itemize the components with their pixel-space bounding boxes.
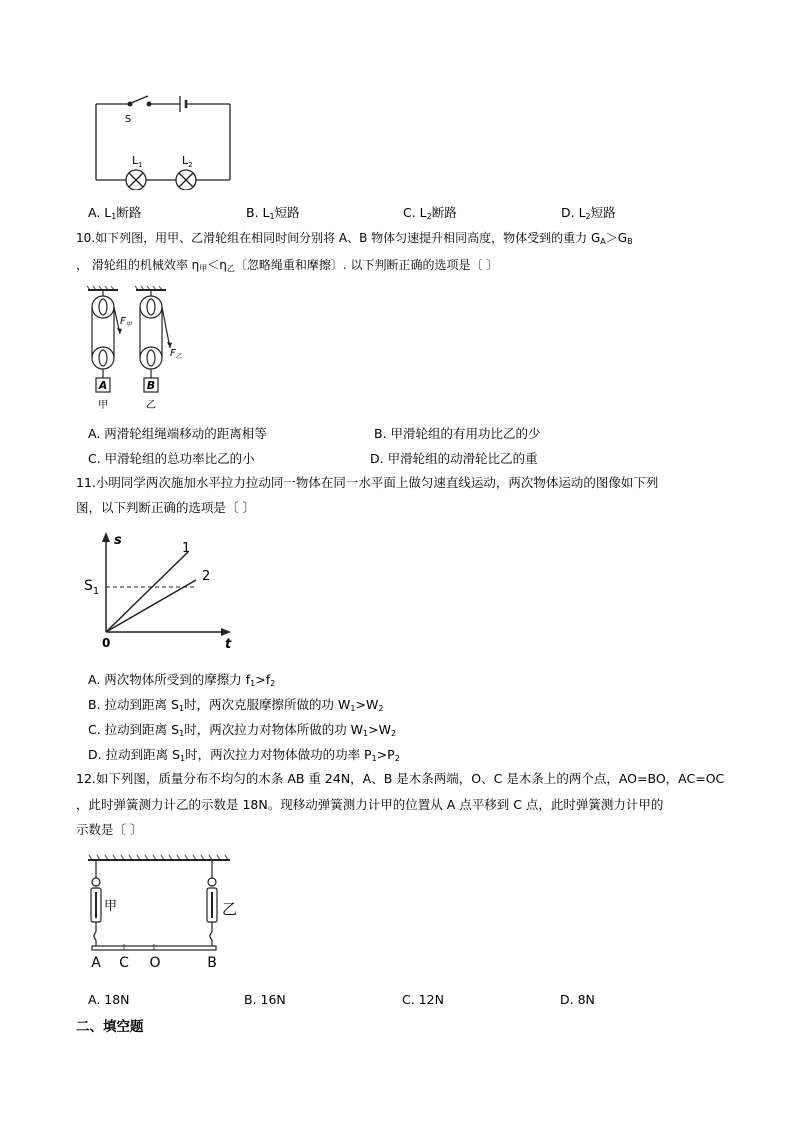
q11-origin-label: 0 bbox=[102, 636, 111, 650]
q12-spring-scale-figure bbox=[84, 852, 244, 972]
q12-stem-line2: ，此时弹簧测力计乙的示数是 18N。现移动弹簧测力计甲的位置从 A 点平移到 C 点，此时弹簧测力计甲的 bbox=[76, 797, 664, 812]
q12-option-c[interactable]: C. 12N bbox=[402, 992, 444, 1007]
lamp1-label: $L_1$ bbox=[132, 154, 143, 169]
q12-option-a[interactable]: A. 18N bbox=[88, 992, 130, 1007]
q12-stem-line3: 示数是〔 〕 bbox=[76, 822, 143, 837]
q10-block-b: B bbox=[146, 379, 156, 392]
q10-option-d[interactable]: D. 甲滑轮组的动滑轮比乙的重 bbox=[370, 451, 538, 466]
q11-option-c[interactable]: C. 拉动到距离 $S_1$时，两次拉力对物体所做的功 $W_1>W_2$ bbox=[88, 722, 397, 738]
q11-line1-label: 1 bbox=[182, 541, 191, 556]
q11-x-axis-label: t bbox=[225, 637, 232, 652]
switch-label: S bbox=[124, 114, 132, 125]
q11-y-axis-label: s bbox=[114, 533, 122, 548]
q12-point-c: C bbox=[119, 955, 129, 971]
q10-block-a: A bbox=[98, 379, 108, 392]
q11-line2-label: 2 bbox=[202, 569, 211, 584]
q11-option-d[interactable]: D. 拉动到距离 $S_1$时，两次拉力对物体做功的功率 $P_1>P_2$ bbox=[88, 747, 400, 763]
lamp2-label: $L_2$ bbox=[182, 154, 193, 169]
q10-label-yi: 乙 bbox=[146, 400, 156, 411]
q12-point-b: B bbox=[207, 955, 217, 971]
q12-option-d[interactable]: D. 8N bbox=[560, 992, 595, 1007]
q11-option-b[interactable]: B. 拉动到距离 $S_1$时，两次克服摩擦所做的功 $W_1>W_2$ bbox=[88, 697, 384, 713]
q10-option-a[interactable]: A. 两滑轮组绳端移动的距离相等 bbox=[88, 426, 267, 441]
q10-label-jia: 甲 bbox=[98, 400, 108, 411]
q10-force-yi: $F_乙$ bbox=[170, 348, 182, 360]
q10-pulley-figure bbox=[84, 284, 194, 414]
q10-force-jia: $F_甲$ bbox=[120, 316, 132, 328]
q12-point-a: A bbox=[91, 955, 101, 971]
q10-stem-line1: 10.如下列图，用甲、乙滑轮组在相同时间分别将 A、B 物体匀速提升相同高度，物体受到的重力 $G_A>G_B$ bbox=[76, 231, 633, 246]
q11-option-a[interactable]: A. 两次物体所受到的摩擦力 $f_1>f_2$ bbox=[88, 672, 276, 688]
q9-option-c[interactable]: C. $L_2$断路 bbox=[403, 205, 457, 221]
q12-stem-line1: 12.如下列图，质量分布不均匀的木条 AB 重 24N，A、B 是木条两端，O、C 是木条上的两个点，AO=BO，AC=OC bbox=[76, 771, 725, 786]
q11-stem-line2: 图，以下判断正确的选项是〔 〕 bbox=[76, 500, 255, 515]
section-heading-fill-in: 二、填空题 bbox=[76, 1019, 144, 1035]
q10-option-b[interactable]: B. 甲滑轮组的有用功比乙的少 bbox=[374, 426, 541, 441]
q12-label-jia: 甲 bbox=[104, 899, 118, 914]
q9-option-b[interactable]: B. $L_1$短路 bbox=[246, 205, 300, 221]
q11-s1-label: $S_1$ bbox=[84, 578, 100, 597]
q11-stem-line1: 11.小明同学两次施加水平拉力拉动同一物体在同一水平面上做匀速直线运动，两次物体运动的图像如下列 bbox=[76, 475, 659, 490]
q9-option-a[interactable]: A. $L_1$断路 bbox=[88, 205, 142, 221]
q12-option-b[interactable]: B. 16N bbox=[244, 992, 286, 1007]
q12-label-yi: 乙 bbox=[222, 900, 238, 918]
q11-st-graph bbox=[80, 530, 240, 655]
q10-stem-line2: ， 滑轮组的机械效率 $\eta_甲<\eta_乙$〔忽略绳重和摩擦〕. 以下判断正确的选项是〔 〕 bbox=[76, 258, 499, 273]
q9-option-d[interactable]: D. $L_2$短路 bbox=[561, 205, 616, 221]
q10-option-c[interactable]: C. 甲滑轮组的总功率比乙的小 bbox=[88, 451, 255, 466]
q9-circuit-figure bbox=[88, 90, 238, 190]
q12-point-o: O bbox=[149, 955, 161, 971]
